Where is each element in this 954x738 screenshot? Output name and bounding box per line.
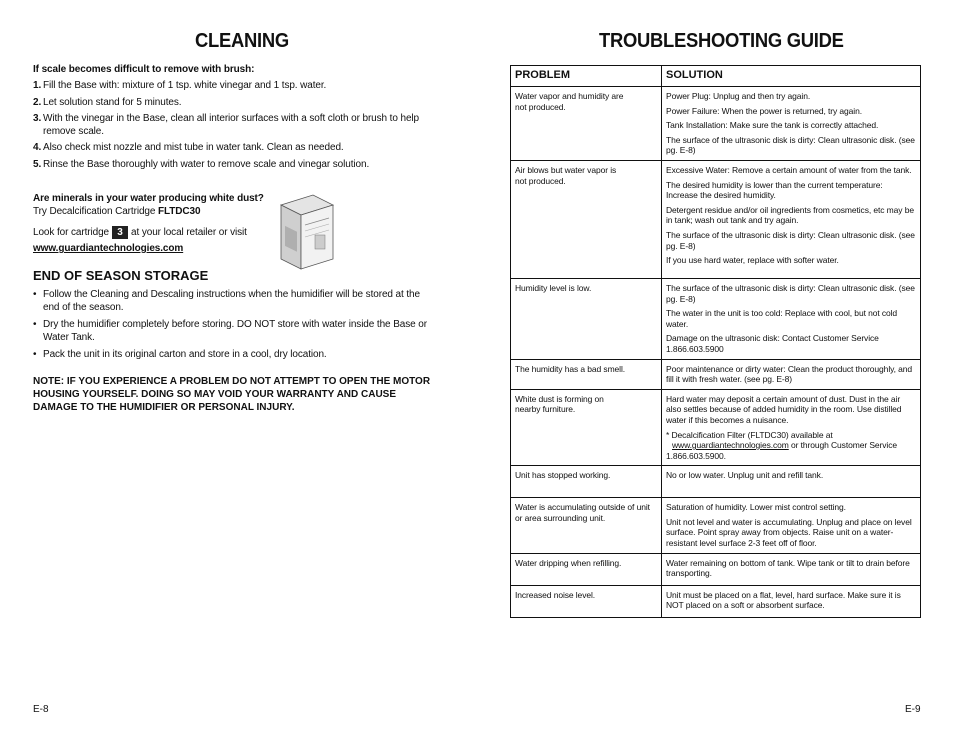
cleaning-title: CLEANING bbox=[195, 30, 289, 52]
problem-cell: The humidity has a bad smell. bbox=[511, 359, 662, 389]
solution-cell: Power Plug: Unplug and then try again. Power Failure: When the power is returned, try again. Tank Installation: Make sure the tank is correctly attached. The surface of the ultrasonic disk is dirty: Clean ultrasonic disk. (see pg. E-8) bbox=[662, 87, 921, 161]
problem-cell: Increased noise level. bbox=[511, 585, 662, 617]
step-item: 2. Let solution stand for 5 minutes. bbox=[33, 96, 182, 108]
table-row bbox=[511, 278, 921, 359]
problem-cell: Unit has stopped working. bbox=[511, 466, 662, 498]
decalcification-note: * Decalcification Filter (FLTDC30) available at www.guardiantechnologies.com or through Customer Service 1.866.603.5900. bbox=[666, 429, 897, 461]
problem-cell: White dust is forming on nearby furniture. bbox=[511, 389, 662, 466]
troubleshooting-title: TROUBLESHOOTING GUIDE bbox=[599, 30, 844, 52]
list-item: • Dry the humidifier completely before storing. DO NOT store with water inside the Base or Water Tank. bbox=[33, 319, 433, 344]
table-row bbox=[511, 160, 921, 278]
solution-cell: No or low water. Unplug unit and refill tank. bbox=[662, 466, 921, 498]
problem-cell: Water is accumulating outside of unit or area surrounding unit. bbox=[511, 498, 662, 553]
table-row bbox=[511, 87, 921, 161]
scale-heading: If scale becomes difficult to remove with brush: bbox=[33, 64, 255, 75]
problem-cell: Humidity level is low. bbox=[511, 278, 662, 359]
guardian-url-link[interactable]: www.guardiantechnologies.com bbox=[33, 243, 184, 254]
table-row bbox=[511, 359, 921, 389]
look-for-cartridge: Look for cartridge 3 at your local retailer or visit bbox=[33, 227, 247, 239]
table-row bbox=[511, 466, 921, 498]
solution-cell: Unit must be placed on a flat, level, hard surface. Make sure it is NOT placed on a soft or absorbent surface. bbox=[662, 585, 921, 617]
troubleshooting-table bbox=[510, 65, 921, 618]
minerals-question: Are minerals in your water producing white dust? bbox=[33, 193, 264, 204]
cartridge-code: FLTDC30 bbox=[158, 205, 201, 217]
end-of-season-title: END OF SEASON STORAGE bbox=[33, 268, 209, 283]
cleaning-steps bbox=[33, 80, 433, 175]
problem-cell: Water dripping when refilling. bbox=[511, 553, 662, 585]
table-header-row bbox=[511, 66, 921, 87]
problem-cell: Water vapor and humidity are not produced. bbox=[511, 87, 662, 161]
table-row bbox=[511, 389, 921, 466]
solution-cell: Hard water may deposit a certain amount of dust. Dust in the air also settles because of added humidity in the room. Use distilled water if this becomes a nuisance. * Decalcification Filter (FLTDC30) available at www.guardiantechnologies.com or through Customer Service 1.866.603.5900. bbox=[662, 389, 921, 466]
table-row bbox=[511, 585, 921, 617]
cartridge-number-badge: 3 bbox=[112, 226, 128, 239]
solution-cell: Saturation of humidity. Lower mist control setting. Unit not level and water is accumulating. Unplug and place on level surface. Point spray away from objects. Raise unit on a water-resistant level surface 2-3 feet off of floor. bbox=[662, 498, 921, 553]
minerals-block bbox=[33, 193, 273, 218]
right-page bbox=[477, 0, 954, 738]
warning-note: NOTE: IF YOU EXPERIENCE A PROBLEM DO NOT ATTEMPT TO OPEN THE MOTOR HOUSING YOURSELF. DOING SO MAY VOID YOUR WARRANTY AND CAUSE DAMAGE TO THE HUMIDIFIER OR PERSONAL INJURY. bbox=[33, 376, 431, 413]
problem-header: PROBLEM bbox=[511, 66, 662, 87]
step-item: 1. Fill the Base with: mixture of 1 tsp. white vinegar and 1 tsp. water. bbox=[33, 80, 327, 91]
solution-cell: Water remaining on bottom of tank. Wipe tank or tilt to drain before transporting. bbox=[662, 553, 921, 585]
page-number-left: E-8 bbox=[33, 704, 49, 715]
list-item: • Pack the unit in its original carton and store in a cool, dry location. bbox=[33, 349, 433, 362]
solution-cell: Poor maintenance or dirty water: Clean the product thoroughly, and fill it with fresh water. (see pg. E-8) bbox=[662, 359, 921, 389]
guardian-url-link[interactable]: www.guardiantechnologies.com bbox=[672, 440, 789, 451]
solution-header: SOLUTION bbox=[662, 66, 921, 87]
end-of-season-list bbox=[33, 289, 433, 367]
table-row bbox=[511, 553, 921, 585]
table-row bbox=[511, 498, 921, 553]
page-number-right: E-9 bbox=[905, 704, 921, 715]
step-item: 5. Rinse the Base thoroughly with water to remove scale and vinegar solution. bbox=[33, 158, 370, 170]
cartridge-box-icon bbox=[275, 191, 337, 273]
problem-cell: Air blows but water vapor is not produced. bbox=[511, 160, 662, 278]
step-item: 3. With the vinegar in the Base, clean all interior surfaces with a soft cloth or brush to help remove scale. bbox=[33, 113, 419, 137]
solution-cell: Excessive Water: Remove a certain amount of water from the tank. The desired humidity is lower than the current temperature: Increase the desired humidity. Detergent residue and/or oil ingredients from cosmetics, etc may be in tank; wash out tank and try again. The surface of the ultrasonic disk is dirty: Clean ultrasonic disk. (see pg. E-8) If you use hard water, replace with softer water. bbox=[662, 160, 921, 278]
list-item: • Follow the Cleaning and Descaling instructions when the humidifier will be stored at the end of the season. bbox=[33, 289, 433, 314]
step-item: 4. Also check mist nozzle and mist tube in water tank. Clean as needed. bbox=[33, 142, 344, 153]
minerals-try: Try Decalcification Cartridge FLTDC30 bbox=[33, 205, 201, 217]
solution-cell: The surface of the ultrasonic disk is dirty: Clean ultrasonic disk. (see pg. E-8) The water in the unit is too cold: Replace with cool, but not cold water. Damage on the ultrasonic disk: Contact Customer Service 1.866.603.5900 bbox=[662, 278, 921, 359]
